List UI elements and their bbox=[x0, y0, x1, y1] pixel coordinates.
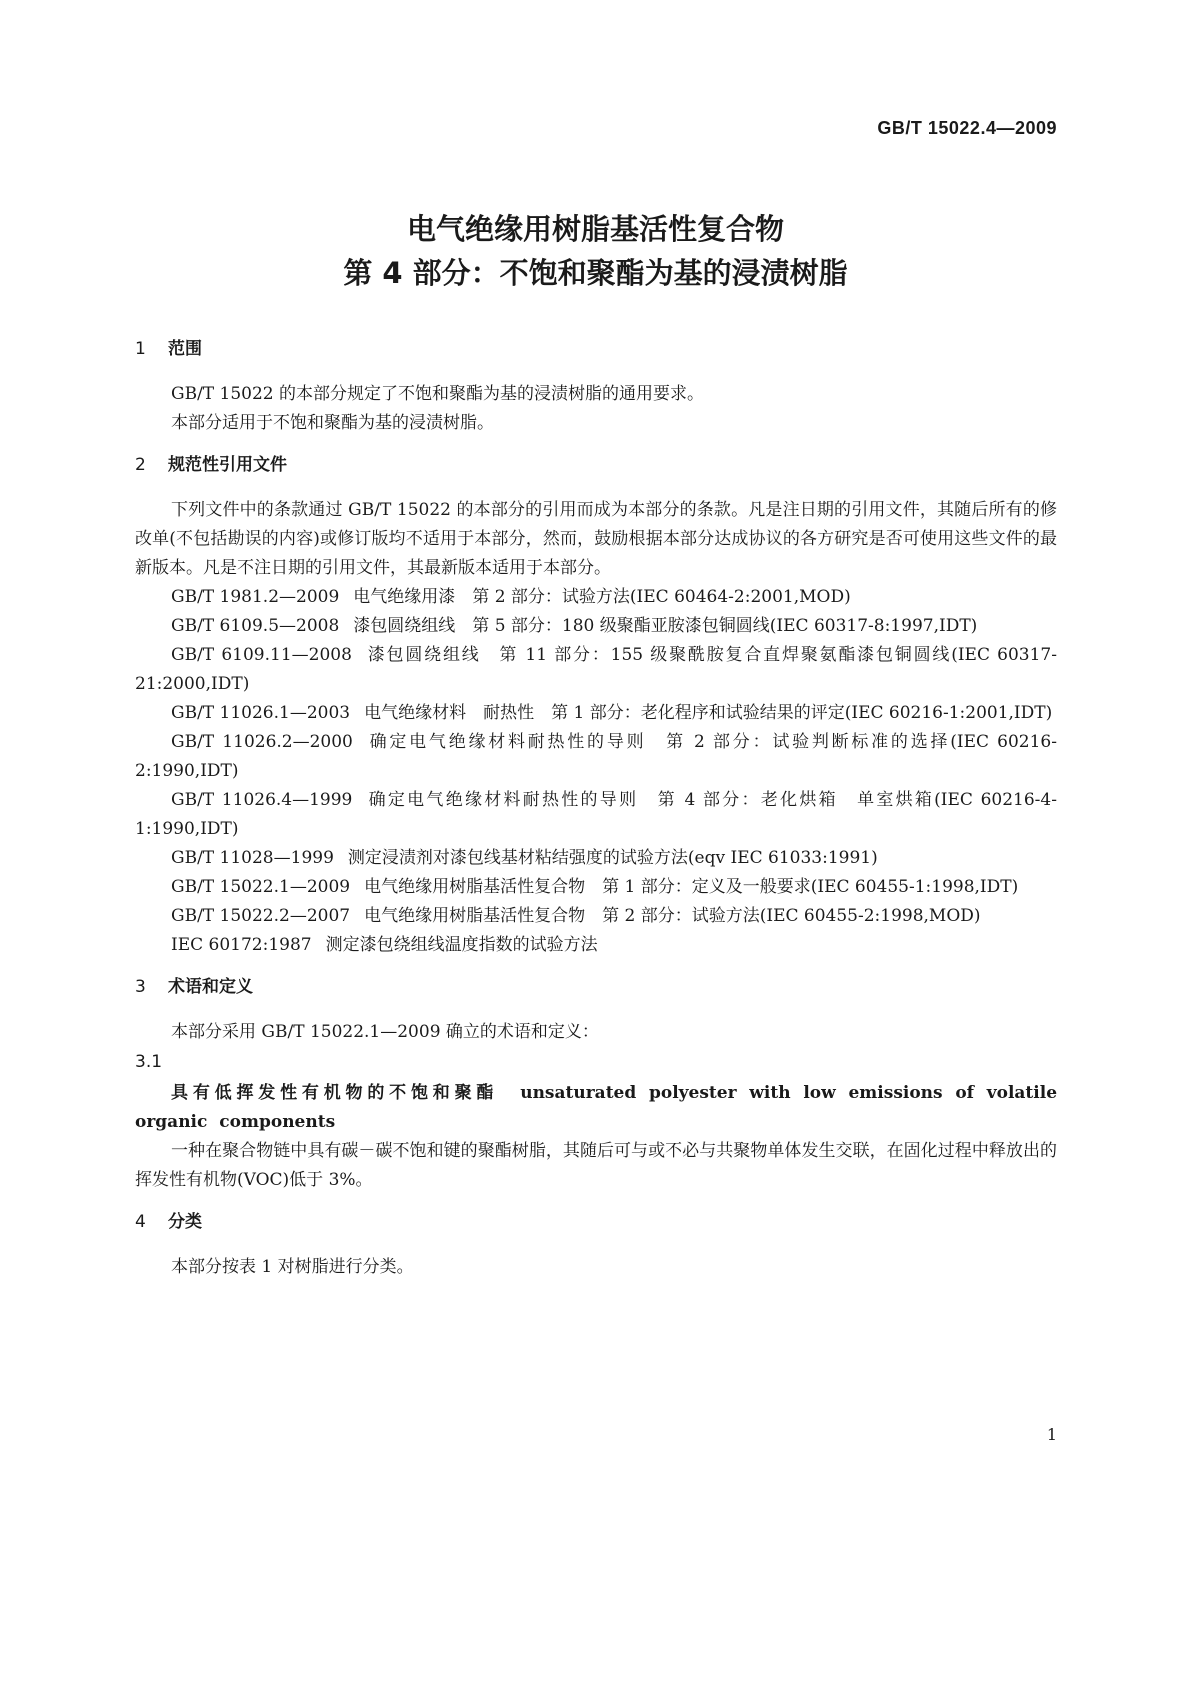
reference-item bbox=[135, 699, 1057, 728]
section-number: 3 bbox=[135, 977, 146, 997]
term-definition: 一种在聚合物链中具有碳－碳不饱和键的聚酯树脂，其随后可与或不必与共聚物单体发生交联，在固化过程中释放出的挥发性有机物(VOC)低于 3%。 bbox=[135, 1141, 1057, 1190]
reference-item bbox=[135, 728, 1057, 786]
section-number: 1 bbox=[135, 339, 146, 359]
reference-code: GB/T 11028—1999 bbox=[171, 848, 334, 868]
reference-title: 电气绝缘材料 耐热性 第 1 部分：老化程序和试验结果的评定(IEC 60216-1:2001,IDT) bbox=[364, 703, 1053, 723]
paragraph: 本部分按表 1 对树脂进行分类。 bbox=[171, 1257, 414, 1277]
paragraph: 本部分采用 GB/T 15022.1—2009 确立的术语和定义： bbox=[171, 1022, 599, 1042]
reference-title: 测定浸渍剂对漆包线基材粘结强度的试验方法(eqv IEC 61033:1991) bbox=[347, 848, 878, 868]
reference-code: GB/T 11026.2—2000 bbox=[171, 732, 353, 752]
reference-title: 电气绝缘用树脂基活性复合物 第 2 部分：试验方法(IEC 60455-2:1998,MOD) bbox=[364, 906, 981, 926]
term-english: unsaturated polyester with low emissions of volatile organic components bbox=[135, 1083, 1058, 1132]
reference-title: 漆包圆绕组线 第 5 部分：180 级聚酯亚胺漆包铜圆线(IEC 60317-8:1997,IDT) bbox=[353, 616, 978, 636]
reference-code: GB/T 15022.2—2007 bbox=[171, 906, 351, 926]
reference-code: GB/T 1981.2—2009 bbox=[171, 587, 340, 607]
reference-code: IEC 60172:1987 bbox=[171, 935, 312, 955]
standard-code: GB/T 15022.4—2009 bbox=[877, 118, 1057, 138]
reference-item bbox=[135, 786, 1057, 844]
reference-title: 测定漆包绕组线温度指数的试验方法 bbox=[325, 935, 598, 955]
reference-title: 确定电气绝缘材料耐热性的导则 第 2 部分：试验判断标准的选择(IEC 60216-2:1990,IDT) bbox=[135, 732, 1057, 781]
reference-title: 漆包圆绕组线 第 11 部分：155 级聚酰胺复合直焊聚氨酯漆包铜圆线(IEC 60317-21:2000,IDT) bbox=[135, 645, 1057, 694]
reference-item bbox=[135, 931, 1057, 960]
document-title-line2: 第 4 部分：不饱和聚酯为基的浸渍树脂 bbox=[343, 256, 848, 290]
section-number: 2 bbox=[135, 455, 146, 475]
paragraph: GB/T 15022 的本部分规定了不饱和聚酯为基的浸渍树脂的通用要求。 bbox=[171, 384, 705, 404]
document-title-line1: 电气绝缘用树脂基活性复合物 bbox=[406, 212, 784, 246]
reference-code: GB/T 15022.1—2009 bbox=[171, 877, 351, 897]
section-heading-terms bbox=[135, 974, 1057, 1000]
reference-code: GB/T 11026.1—2003 bbox=[171, 703, 351, 723]
document-body bbox=[135, 336, 1057, 1282]
reference-item bbox=[135, 902, 1057, 931]
section-title: 规范性引用文件 bbox=[168, 455, 287, 475]
reference-title: 确定电气绝缘材料耐热性的导则 第 4 部分：老化烘箱 单室烘箱(IEC 60216-4-1:1990,IDT) bbox=[135, 790, 1057, 839]
section-heading-normative-references bbox=[135, 452, 1057, 478]
section-number: 4 bbox=[135, 1212, 146, 1232]
term-chinese: 具有低挥发性有机物的不饱和聚酯 bbox=[171, 1083, 499, 1103]
paragraph: 本部分适用于不饱和聚酯为基的浸渍树脂。 bbox=[171, 413, 494, 433]
section-heading-classification bbox=[135, 1209, 1057, 1235]
reference-item bbox=[135, 641, 1057, 699]
paragraph: 下列文件中的条款通过 GB/T 15022 的本部分的引用而成为本部分的条款。凡是注日期的引用文件，其随后所有的修改单(不包括勘误的内容)或修订版均不适用于本部分，然而，鼓励根据本部分达成协议的各方研究是否可使用这些文件的最新版本。凡是不注日期的引用文件，其最新版本适用于本部分。 bbox=[135, 500, 1057, 578]
term-entry bbox=[135, 1079, 1057, 1137]
section-title: 术语和定义 bbox=[168, 977, 253, 997]
reference-code: GB/T 6109.11—2008 bbox=[171, 645, 352, 665]
reference-item bbox=[135, 873, 1057, 902]
clause-number: 3.1 bbox=[135, 1052, 163, 1072]
reference-title: 电气绝缘用漆 第 2 部分：试验方法(IEC 60464-2:2001,MOD) bbox=[353, 587, 851, 607]
reference-item bbox=[135, 844, 1057, 873]
reference-code: GB/T 11026.4—1999 bbox=[171, 790, 353, 810]
page-number: 1 bbox=[1046, 1425, 1057, 1444]
reference-code: GB/T 6109.5—2008 bbox=[171, 616, 340, 636]
section-heading-scope bbox=[135, 336, 1057, 362]
section-title: 分类 bbox=[168, 1212, 202, 1232]
reference-item bbox=[135, 583, 1057, 612]
reference-title: 电气绝缘用树脂基活性复合物 第 1 部分：定义及一般要求(IEC 60455-1:1998,IDT) bbox=[364, 877, 1019, 897]
section-title: 范围 bbox=[168, 339, 202, 359]
reference-item bbox=[135, 612, 1057, 641]
